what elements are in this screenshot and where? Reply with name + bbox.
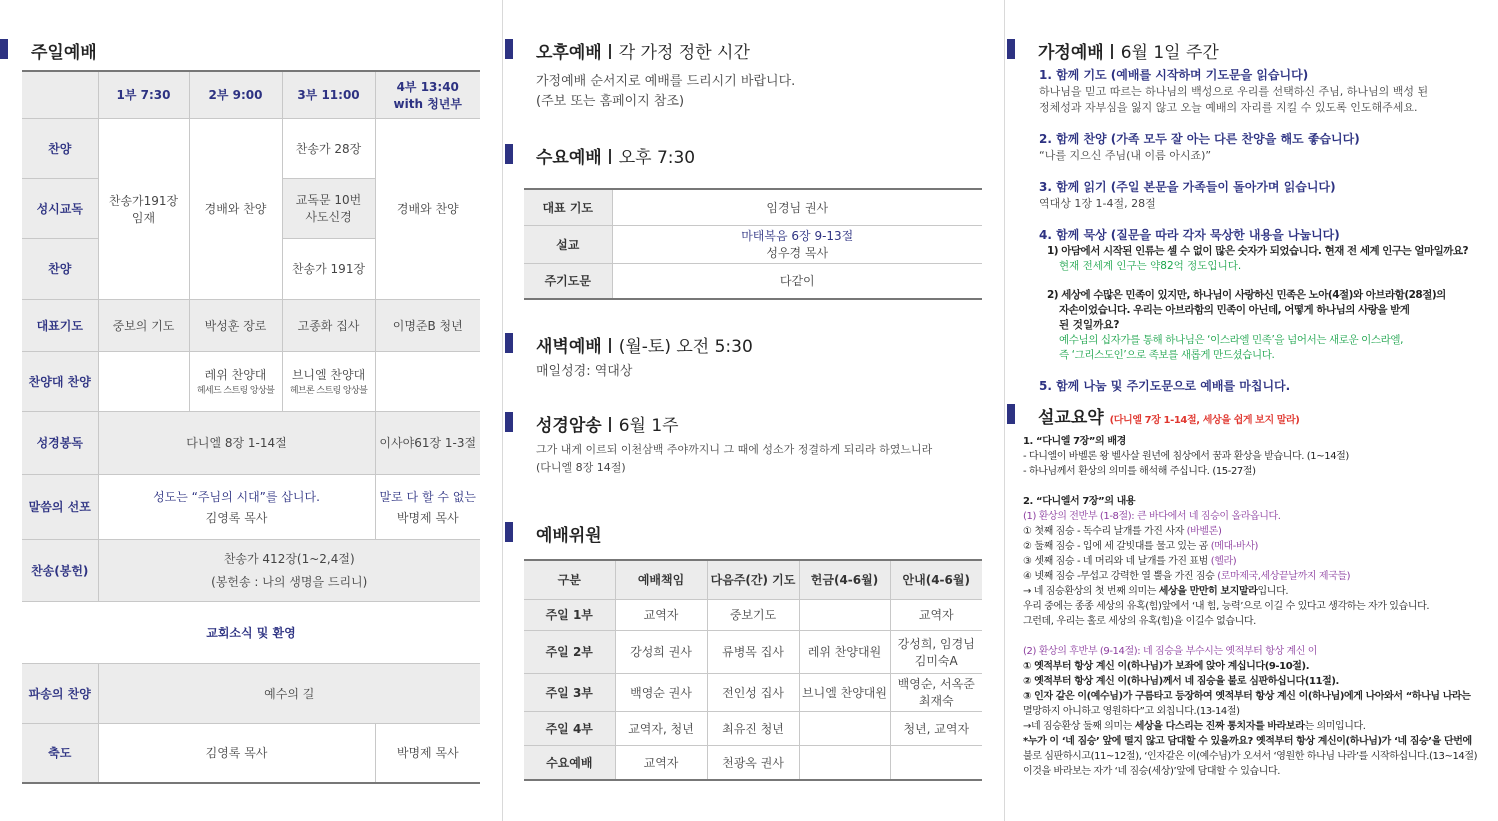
section-title-memory: 성경암송 6월 1주 xyxy=(536,411,679,436)
committee-cell: 천광옥 권사 xyxy=(707,745,799,780)
summary-line: 1. “다니엘 7장”의 배경 xyxy=(1023,436,1126,447)
summary-line: ③ 셋째 짐승 - 네 머리와 네 날개를 가진 표범 (헬라) xyxy=(1023,556,1237,567)
cell-choir-2: 레위 찬양대 헤세드 스트링 앙상블 xyxy=(189,351,282,411)
memory-ref: (다니엘 8장 14절) xyxy=(536,461,626,474)
committee-cell: 백영순, 서옥준 최재숙 xyxy=(890,673,982,711)
row-label-reading: 성시교독 xyxy=(22,178,98,238)
committee-cell: 청년, 교역자 xyxy=(890,711,982,745)
summary-line: (1) 환상의 전반부 (1-8절): 큰 바다에서 네 짐승이 올라옵니다. xyxy=(1023,511,1281,522)
committee-row-label: 주일 2부 xyxy=(524,630,615,673)
header-1bu: 1부 7:30 xyxy=(98,71,189,118)
cell-prayer-3: 고종화 집사 xyxy=(282,299,375,351)
section-title-afternoon: 오후예배 각 가정 정한 시간 xyxy=(536,38,750,63)
wed-label-lordsprayer: 주기도문 xyxy=(524,263,612,299)
step4-a1: 현재 전세계 인구는 약82억 정도입니다. xyxy=(1059,260,1242,272)
cell-3bu-hymn1: 찬송가 28장 xyxy=(282,118,375,178)
step1-line-b: 정체성과 자부심을 잃지 않고 오늘 예배의 자리를 지킬 수 있도록 인도해주세요. xyxy=(1039,101,1418,114)
row-label-blessing: 축도 xyxy=(22,723,98,783)
memory-verse: 그가 내게 이르되 이천삼백 주야까지니 그 때에 성소가 정결하게 되리라 하였느니라 xyxy=(536,443,933,456)
committee-header-4: 안내(4-6월) xyxy=(890,560,982,599)
afternoon-line2: (주보 또는 홈페이지 참조) xyxy=(536,94,685,109)
committee-cell: 교역자, 청년 xyxy=(615,711,707,745)
committee-cell: 최유진 청년 xyxy=(707,711,799,745)
cell-2bu-praise: 경배와 찬양 xyxy=(189,118,282,299)
summary-line: ② 둘째 짐승 - 입에 세 갈빗대를 물고 있는 곰 (메대-바사) xyxy=(1023,541,1258,552)
header-blank xyxy=(22,71,98,118)
summary-line: (2) 환상의 후반부 (9-14절): 네 짐승을 부수시는 옛적부터 항상 계신 이 xyxy=(1023,646,1318,657)
wed-value-lordsprayer: 다같이 xyxy=(612,263,982,299)
step4-q2-a: 2) 세상에 수많은 민족이 있지만, 하나님이 사랑하신 민족은 노아(4절)와 아브라함(28절)의 xyxy=(1047,289,1446,301)
committee-row-label: 주일 1부 xyxy=(524,599,615,630)
dawn-line: 매일성경: 역대상 xyxy=(536,364,633,379)
committee-header-0: 구분 xyxy=(524,560,615,599)
summary-line: ① 옛적부터 항상 계신 이(하나님)가 보좌에 앉아 계십니다(9-10절). xyxy=(1023,661,1310,672)
committee-cell xyxy=(799,745,890,780)
cell-sermon-4: 말로 다 할 수 없는 박명제 목사 xyxy=(375,474,480,539)
committee-cell xyxy=(799,599,890,630)
cell-prayer-4: 이명준B 청년 xyxy=(375,299,480,351)
wed-value-sermon: 마태복음 6장 9-13절 성우경 목사 xyxy=(612,225,982,263)
column-sunday xyxy=(0,0,500,821)
column-family xyxy=(1004,0,1498,821)
wed-label-prayer: 대표 기도 xyxy=(524,189,612,225)
section-title-wednesday: 수요예배 오후 7:30 xyxy=(536,143,695,168)
cell-choir-4 xyxy=(375,351,480,411)
committee-cell: 교역자 xyxy=(890,599,982,630)
cell-choir-3: 브니엘 찬양대 헤브론 스트링 앙상블 xyxy=(282,351,375,411)
step2-title: 2. 함께 찬양 (가족 모두 잘 아는 다른 찬양을 해도 좋습니다) xyxy=(1039,132,1360,146)
committee-header-3: 헌금(4-6월) xyxy=(799,560,890,599)
committee-cell xyxy=(799,711,890,745)
afternoon-line1: 가정예배 순서지로 예배를 드리시기 바랍니다. xyxy=(536,74,796,89)
row-label-hymn1: 찬양 xyxy=(22,118,98,178)
committee-cell: 류병목 집사 xyxy=(707,630,799,673)
summary-line: ③ 인자 같은 이(예수님)가 구름타고 등장하여 옛적부터 항상 계신 이(하나님)에게 나아와서 “하나님 나라는 xyxy=(1023,691,1471,702)
committee-cell: 중보기도 xyxy=(707,599,799,630)
committee-header-2: 다음주(간) 기도 xyxy=(707,560,799,599)
committee-row-label: 주일 3부 xyxy=(524,673,615,711)
step4-a2-b: 즉 ‘그리스도인’으로 족보를 새롭게 만드셨습니다. xyxy=(1059,349,1275,361)
committee-row-label: 주일 4부 xyxy=(524,711,615,745)
step3-line: 역대상 1장 1-4절, 28절 xyxy=(1039,197,1156,210)
cell-3bu-reading: 교독문 10번 사도신경 xyxy=(282,178,375,238)
cell-scripture-4: 이사야61장 1-3절 xyxy=(375,411,480,474)
section-title-dawn: 새벽예배 (월-토) 오전 5:30 xyxy=(536,332,753,357)
committee-header-1: 예배책임 xyxy=(615,560,707,599)
cell-prayer-2: 박성훈 장로 xyxy=(189,299,282,351)
step5-title: 5. 함께 나눔 및 주기도문으로 예배를 마칩니다. xyxy=(1039,379,1291,393)
header-4bu: 4부 13:40 with 청년부 xyxy=(375,71,480,118)
summary-line: 불로 심판하시고(11~12절), ‘인자같은 이(예수님)가 오셔서 ‘영원한 하나님 나라’를 시작하십니다.(13~14절) xyxy=(1023,751,1478,762)
step2-line: “나를 지으신 주님(내 이름 아시죠)” xyxy=(1039,149,1212,162)
cell-4bu-praise: 경배와 찬양 xyxy=(375,118,480,299)
step3-title: 3. 함께 읽기 (주일 본문을 가족들이 돌아가며 읽습니다) xyxy=(1039,180,1336,194)
summary-line: - 하나님께서 환상의 의미를 해석해 주십니다. (15-27절) xyxy=(1023,466,1256,477)
committee-cell xyxy=(890,745,982,780)
cell-offering: 찬송가 412장(1~2,4절) (봉헌송 : 나의 생명을 드리니) xyxy=(98,539,480,601)
cell-sermon-main: 성도는 “주님의 시대”를 삽니다. 김영록 목사 xyxy=(98,474,375,539)
header-2bu: 2부 9:00 xyxy=(189,71,282,118)
step4-title: 4. 함께 묵상 (질문을 따라 각자 묵상한 내용을 나눕니다) xyxy=(1039,228,1340,242)
row-label-prayer: 대표기도 xyxy=(22,299,98,351)
summary-line: 멸망하지 아니하고 영원하다”고 외칩니다.(13-14절) xyxy=(1023,706,1240,717)
summary-line: 그런데, 우리는 홀로 세상의 유혹(힘)을 이길수 없습니다. xyxy=(1023,616,1256,627)
cell-3bu-hymn2: 찬송가 191장 xyxy=(282,238,375,299)
cell-choir-1 xyxy=(98,351,189,411)
step4-a2-a: 예수님의 십자가를 통해 하나님은 ‘이스라엘 민족’을 넘어서는 새로운 이스라엘, xyxy=(1059,334,1404,346)
column-services xyxy=(502,0,1002,821)
committee-row-label: 수요예배 xyxy=(524,745,615,780)
step1-title: 1. 함께 기도 (예배를 시작하며 기도문을 읽습니다) xyxy=(1039,68,1309,82)
summary-line: *누가 이 ‘네 짐승’ 앞에 떨지 않고 담대할 수 있을까요? 옛적부터 항상 계신이(하나님)가 ‘네 짐승’을 단번에 xyxy=(1023,736,1472,747)
section-title-family: 가정예배 6월 1일 주간 xyxy=(1038,38,1219,63)
step1-line-a: 하나님을 믿고 따르는 하나님의 백성으로 우리를 선택하신 주님, 하나님의 백성 된 xyxy=(1039,85,1429,98)
cell-blessing-main: 김영록 목사 xyxy=(98,723,375,783)
wed-label-sermon: 설교 xyxy=(524,225,612,263)
row-label-hymn2: 찬양 xyxy=(22,238,98,299)
committee-cell: 레위 찬양대원 xyxy=(799,630,890,673)
wed-value-prayer: 임경님 권사 xyxy=(612,189,982,225)
committee-table xyxy=(524,559,982,781)
committee-cell: 강성희 권사 xyxy=(615,630,707,673)
committee-cell: 브니엘 찬양대원 xyxy=(799,673,890,711)
committee-cell: 전인성 집사 xyxy=(707,673,799,711)
section-title-summary: 설교요약 (다니엘 7장 1-14절, 세상을 쉽게 보지 말라) xyxy=(1038,403,1299,428)
section-title-sunday xyxy=(31,38,97,63)
committee-cell: 백영순 권사 xyxy=(615,673,707,711)
summary-line: ④ 넷째 짐승 -무섭고 강력한 열 뿔을 가진 짐승 (로마제국,세상끝날까지 제국들) xyxy=(1023,571,1351,582)
sunday-title: 주일예배 xyxy=(31,43,97,63)
header-3bu: 3부 11:00 xyxy=(282,71,375,118)
cell-scripture-main: 다니엘 8장 1-14절 xyxy=(98,411,375,474)
summary-line: ① 첫째 짐승 - 독수리 날개를 가진 사자 (바벨론) xyxy=(1023,526,1222,537)
summary-line: 2. “다니엘서 7장”의 내용 xyxy=(1023,496,1136,507)
row-news: 교회소식 및 환영 xyxy=(22,601,480,663)
summary-line: 우리 중에는 종종 세상의 유혹(힘)앞에서 ‘내 힘, 능력’으로 이길 수 있다고 생각하는 자가 있습니다. xyxy=(1023,601,1430,612)
section-title-committee: 예배위원 xyxy=(536,521,602,546)
cell-blessing-4: 박명제 목사 xyxy=(375,723,480,783)
summary-body xyxy=(1023,434,1477,779)
wednesday-table xyxy=(524,188,982,300)
summary-line: - 다니엘이 바벨론 왕 벨사살 원년에 침상에서 꿈과 환상을 받습니다. (1~14절) xyxy=(1023,451,1349,462)
row-label-scripture: 성경봉독 xyxy=(22,411,98,474)
committee-cell: 교역자 xyxy=(615,599,707,630)
row-label-offering: 찬송(봉헌) xyxy=(22,539,98,601)
step4-q1: 1) 아담에서 시작된 인류는 셀 수 없이 많은 숫자가 되었습니다. 현재 전 세계 인구는 얼마일까요? xyxy=(1047,245,1469,257)
summary-line: ② 옛적부터 항상 계신 이(하나님)께서 네 짐승을 불로 심판하십니다(11절). xyxy=(1023,676,1339,687)
step4-q2-c: 된 것일까요? xyxy=(1059,319,1120,331)
committee-cell: 강성희, 임경님 김미숙A xyxy=(890,630,982,673)
cell-prayer-1: 중보의 기도 xyxy=(98,299,189,351)
step4-q2-b: 자손이었습니다. 우리는 아브라함의 민족이 아닌데, 어떻게 하나님의 사랑을 받게 xyxy=(1059,304,1410,316)
row-label-sermon: 말씀의 선포 xyxy=(22,474,98,539)
summary-subtitle: (다니엘 7장 1-14절, 세상을 쉽게 보지 말라) xyxy=(1109,415,1300,426)
row-label-sending: 파송의 찬양 xyxy=(22,663,98,723)
cell-sending: 예수의 길 xyxy=(98,663,480,723)
summary-line: → 네 짐승환상의 첫 번째 의미는 세상을 만만히 보지말라입니다. xyxy=(1023,586,1289,597)
cell-1bu-praise: 찬송가191장 임재 xyxy=(98,118,189,299)
sunday-table xyxy=(22,70,480,784)
committee-cell: 교역자 xyxy=(615,745,707,780)
family-steps xyxy=(1039,66,1468,394)
summary-line: →네 짐승환상 둘째 의미는 세상을 다스리는 진짜 통치자를 바라보라는 의미입니다. xyxy=(1023,721,1366,732)
summary-line: 이것을 바라보는 자가 ‘네 짐승(세상)’앞에 담대할 수 있습니다. xyxy=(1023,766,1281,777)
row-label-choir: 찬양대 찬양 xyxy=(22,351,98,411)
